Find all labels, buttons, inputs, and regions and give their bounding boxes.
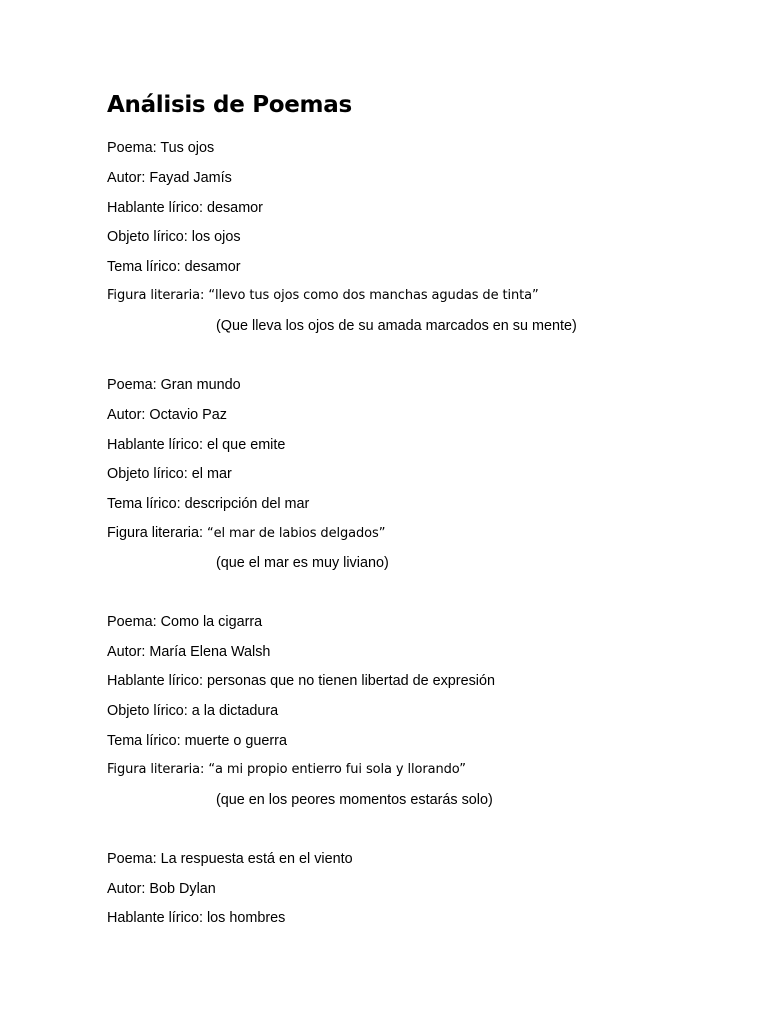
figure-explanation: (que el mar es muy liviano) <box>216 555 389 571</box>
lyric-object: Objeto lírico: los ojos <box>107 229 241 245</box>
page-title: Análisis de Poemas <box>107 92 352 118</box>
figure-explanation: (que en los peores momentos estarás solo) <box>216 792 493 808</box>
poem-author: Autor: Bob Dylan <box>107 881 216 897</box>
poem-title: Poema: La respuesta está en el viento <box>107 851 353 867</box>
lyric-theme: Tema lírico: desamor <box>107 259 241 275</box>
poem-title: Poema: Como la cigarra <box>107 614 263 630</box>
poem-title: Poema: Tus ojos <box>107 140 215 156</box>
poem-author: Autor: Fayad Jamís <box>107 170 232 186</box>
lyric-speaker: Hablante lírico: los hombres <box>107 910 286 926</box>
literary-figure <box>107 524 385 543</box>
poem-author: Autor: María Elena Walsh <box>107 644 271 660</box>
lyric-theme: Tema lírico: muerte o guerra <box>107 733 287 749</box>
poem-author: Autor: Octavio Paz <box>107 407 227 423</box>
lyric-object: Objeto lírico: a la dictadura <box>107 703 279 719</box>
lyric-object: Objeto lírico: el mar <box>107 466 232 482</box>
lyric-theme: Tema lírico: descripción del mar <box>107 496 310 512</box>
poem-title: Poema: Gran mundo <box>107 377 241 393</box>
lyric-speaker: Hablante lírico: desamor <box>107 200 263 216</box>
literary-figure-quote: “el mar de labios delgados” <box>206 526 386 541</box>
literary-figure-label: Figura literaria: <box>107 525 207 541</box>
lyric-speaker: Hablante lírico: el que emite <box>107 437 286 453</box>
literary-figure: Figura literaria: “llevo tus ojos como dos manchas agudas de tinta” <box>107 288 539 303</box>
literary-figure: Figura literaria: “a mi propio entierro fui sola y llorando” <box>107 762 466 777</box>
figure-explanation: (Que lleva los ojos de su amada marcados en su mente) <box>216 318 577 334</box>
lyric-speaker: Hablante lírico: personas que no tienen libertad de expresión <box>107 673 495 689</box>
